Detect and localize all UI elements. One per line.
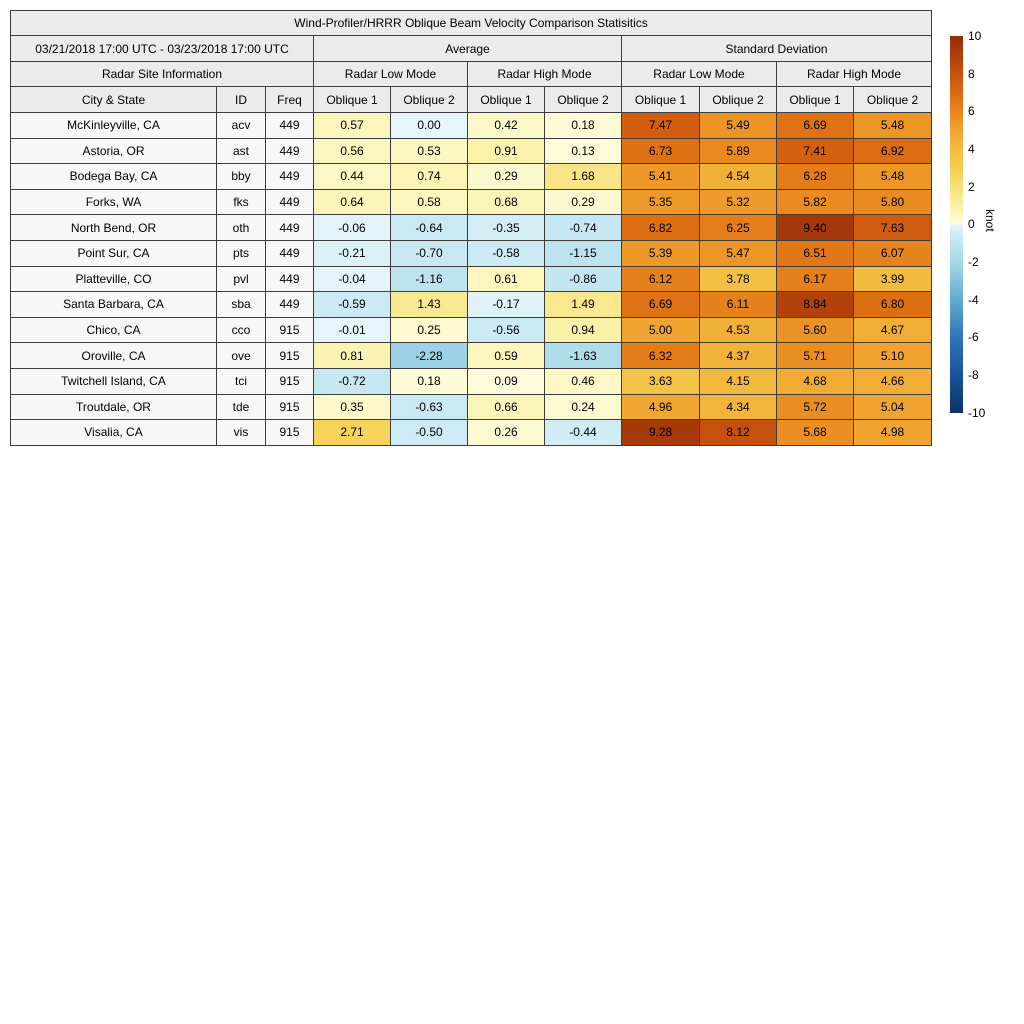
value-cell: 3.78 <box>700 266 777 292</box>
col-header-oblique-1: Oblique 1 <box>622 87 700 113</box>
value-cell: 6.51 <box>777 240 854 266</box>
value-cell: -0.17 <box>468 292 545 318</box>
id-cell: ove <box>217 343 266 369</box>
value-cell: 4.68 <box>777 368 854 394</box>
value-cell: -0.35 <box>468 215 545 241</box>
freq-cell: 449 <box>266 240 314 266</box>
value-cell: 5.41 <box>622 164 700 190</box>
value-cell: 0.25 <box>391 317 468 343</box>
value-cell: 4.37 <box>700 343 777 369</box>
value-cell: 4.34 <box>700 394 777 420</box>
value-cell: -0.72 <box>314 368 391 394</box>
col-header-oblique-2: Oblique 2 <box>700 87 777 113</box>
value-cell: 0.68 <box>468 189 545 215</box>
city-cell: Forks, WA <box>11 189 217 215</box>
city-cell: McKinleyville, CA <box>11 113 217 139</box>
table-row <box>11 292 932 318</box>
value-cell: 9.40 <box>777 215 854 241</box>
table-row <box>11 266 932 292</box>
value-cell: 5.10 <box>854 343 932 369</box>
colorbar-tick-label: -10 <box>968 405 986 420</box>
value-cell: -0.56 <box>468 317 545 343</box>
colorbar-tick-label: -4 <box>968 292 979 307</box>
colorbar-tick-label: 10 <box>968 29 982 43</box>
col-header-oblique-2: Oblique 2 <box>391 87 468 113</box>
table-body <box>11 113 932 446</box>
col-header-oblique-2: Oblique 2 <box>854 87 932 113</box>
value-cell: -0.70 <box>391 240 468 266</box>
city-cell: Oroville, CA <box>11 343 217 369</box>
value-cell: 6.69 <box>622 292 700 318</box>
col-header-oblique-1: Oblique 1 <box>777 87 854 113</box>
value-cell: 1.49 <box>545 292 622 318</box>
value-cell: 0.81 <box>314 343 391 369</box>
value-cell: 5.80 <box>854 189 932 215</box>
value-cell: 6.28 <box>777 164 854 190</box>
value-cell: 0.24 <box>545 394 622 420</box>
city-cell: Chico, CA <box>11 317 217 343</box>
table-row <box>11 138 932 164</box>
value-cell: 4.67 <box>854 317 932 343</box>
value-cell: 7.41 <box>777 138 854 164</box>
value-cell: 5.71 <box>777 343 854 369</box>
city-cell: Astoria, OR <box>11 138 217 164</box>
value-cell: 0.09 <box>468 368 545 394</box>
freq-cell: 449 <box>266 113 314 139</box>
value-cell: -2.28 <box>391 343 468 369</box>
table-row <box>11 343 932 369</box>
city-cell: Bodega Bay, CA <box>11 164 217 190</box>
colorbar-tick-label: 0 <box>968 217 975 232</box>
value-cell: 5.48 <box>854 113 932 139</box>
value-cell: 8.84 <box>777 292 854 318</box>
city-cell: Twitchell Island, CA <box>11 368 217 394</box>
value-cell: 1.43 <box>391 292 468 318</box>
value-cell: -0.86 <box>545 266 622 292</box>
value-cell: 6.11 <box>700 292 777 318</box>
value-cell: -0.64 <box>391 215 468 241</box>
value-cell: 5.72 <box>777 394 854 420</box>
id-cell: cco <box>217 317 266 343</box>
date-range: 03/21/2018 17:00 UTC - 03/23/2018 17:00 UTC <box>11 36 314 62</box>
value-cell: 0.18 <box>391 368 468 394</box>
colorbar-tick-label: 8 <box>968 66 975 81</box>
value-cell: -0.63 <box>391 394 468 420</box>
value-cell: 0.18 <box>545 113 622 139</box>
value-cell: -0.74 <box>545 215 622 241</box>
value-cell: 5.47 <box>700 240 777 266</box>
value-cell: 1.68 <box>545 164 622 190</box>
freq-cell: 449 <box>266 215 314 241</box>
table-title: Wind-Profiler/HRRR Oblique Beam Velocity Comparison Statisitics <box>11 11 932 36</box>
value-cell: 0.42 <box>468 113 545 139</box>
value-cell: 6.25 <box>700 215 777 241</box>
freq-cell: 915 <box>266 343 314 369</box>
value-cell: 6.80 <box>854 292 932 318</box>
freq-cell: 915 <box>266 394 314 420</box>
value-cell: -0.44 <box>545 420 622 446</box>
city-cell: Troutdale, OR <box>11 394 217 420</box>
colorbar-tick-label: -6 <box>968 330 979 345</box>
table-row <box>11 164 932 190</box>
value-cell: 0.74 <box>391 164 468 190</box>
colorbar-tick-label: 2 <box>968 179 975 194</box>
group-header-average: Average <box>314 36 622 62</box>
col-header-oblique-1: Oblique 1 <box>314 87 391 113</box>
value-cell: 0.13 <box>545 138 622 164</box>
value-cell: 3.63 <box>622 368 700 394</box>
value-cell: 4.66 <box>854 368 932 394</box>
freq-cell: 449 <box>266 266 314 292</box>
freq-cell: 449 <box>266 164 314 190</box>
id-cell: fks <box>217 189 266 215</box>
value-cell: -1.15 <box>545 240 622 266</box>
colorbar-tick-label: 4 <box>968 141 975 156</box>
value-cell: 6.73 <box>622 138 700 164</box>
value-cell: 5.49 <box>700 113 777 139</box>
value-cell: 0.91 <box>468 138 545 164</box>
value-cell: 4.53 <box>700 317 777 343</box>
value-cell: 2.71 <box>314 420 391 446</box>
value-cell: 9.28 <box>622 420 700 446</box>
group-header-standard-deviation: Standard Deviation <box>622 36 932 62</box>
col-header-freq: Freq <box>266 87 314 113</box>
colorbar-unit-label: knot <box>983 209 997 232</box>
value-cell: 0.00 <box>391 113 468 139</box>
value-cell: 7.63 <box>854 215 932 241</box>
value-cell: 6.92 <box>854 138 932 164</box>
id-cell: tde <box>217 394 266 420</box>
mode-header-std-high: Radar High Mode <box>777 62 932 87</box>
id-cell: oth <box>217 215 266 241</box>
city-cell: Point Sur, CA <box>11 240 217 266</box>
value-cell: 0.53 <box>391 138 468 164</box>
value-cell: 0.64 <box>314 189 391 215</box>
colorbar-tick-label: 6 <box>968 104 975 119</box>
freq-cell: 915 <box>266 368 314 394</box>
value-cell: 5.00 <box>622 317 700 343</box>
value-cell: 4.54 <box>700 164 777 190</box>
value-cell: -0.58 <box>468 240 545 266</box>
table-row <box>11 215 932 241</box>
value-cell: 0.66 <box>468 394 545 420</box>
value-cell: 6.82 <box>622 215 700 241</box>
value-cell: 4.98 <box>854 420 932 446</box>
value-cell: 5.68 <box>777 420 854 446</box>
id-cell: bby <box>217 164 266 190</box>
id-cell: tci <box>217 368 266 394</box>
table-row <box>11 189 932 215</box>
table-row <box>11 368 932 394</box>
id-cell: pts <box>217 240 266 266</box>
value-cell: 6.32 <box>622 343 700 369</box>
mode-header-avg-high: Radar High Mode <box>468 62 622 87</box>
value-cell: 5.39 <box>622 240 700 266</box>
id-cell: vis <box>217 420 266 446</box>
table-row <box>11 394 932 420</box>
value-cell: 5.82 <box>777 189 854 215</box>
colorbar-gradient <box>950 36 963 413</box>
stats-table <box>10 10 932 446</box>
freq-cell: 449 <box>266 292 314 318</box>
city-cell: Santa Barbara, CA <box>11 292 217 318</box>
value-cell: 0.56 <box>314 138 391 164</box>
id-cell: acv <box>217 113 266 139</box>
colorbar-tick-label: -8 <box>968 367 979 382</box>
id-cell: sba <box>217 292 266 318</box>
value-cell: 0.94 <box>545 317 622 343</box>
value-cell: 5.32 <box>700 189 777 215</box>
freq-cell: 449 <box>266 189 314 215</box>
value-cell: 5.48 <box>854 164 932 190</box>
value-cell: 5.60 <box>777 317 854 343</box>
value-cell: -0.01 <box>314 317 391 343</box>
value-cell: 6.69 <box>777 113 854 139</box>
value-cell: 0.35 <box>314 394 391 420</box>
value-cell: 6.17 <box>777 266 854 292</box>
value-cell: 8.12 <box>700 420 777 446</box>
mode-header-std-low: Radar Low Mode <box>622 62 777 87</box>
value-cell: 7.47 <box>622 113 700 139</box>
col-header-oblique-1: Oblique 1 <box>468 87 545 113</box>
table-row <box>11 317 932 343</box>
value-cell: 4.96 <box>622 394 700 420</box>
value-cell: 0.61 <box>468 266 545 292</box>
value-cell: 5.04 <box>854 394 932 420</box>
id-cell: ast <box>217 138 266 164</box>
freq-cell: 915 <box>266 420 314 446</box>
value-cell: 6.07 <box>854 240 932 266</box>
value-cell: 0.26 <box>468 420 545 446</box>
value-cell: 5.89 <box>700 138 777 164</box>
value-cell: 0.46 <box>545 368 622 394</box>
value-cell: -0.50 <box>391 420 468 446</box>
city-cell: Visalia, CA <box>11 420 217 446</box>
value-cell: 3.99 <box>854 266 932 292</box>
freq-cell: 449 <box>266 138 314 164</box>
value-cell: -0.04 <box>314 266 391 292</box>
col-header-id: ID <box>217 87 266 113</box>
value-cell: 0.44 <box>314 164 391 190</box>
value-cell: 4.15 <box>700 368 777 394</box>
value-cell: 6.12 <box>622 266 700 292</box>
freq-cell: 915 <box>266 317 314 343</box>
col-header-city-state: City & State <box>11 87 217 113</box>
city-cell: North Bend, OR <box>11 215 217 241</box>
value-cell: -1.16 <box>391 266 468 292</box>
value-cell: 0.29 <box>468 164 545 190</box>
table-row <box>11 420 932 446</box>
id-cell: pvl <box>217 266 266 292</box>
mode-header-avg-low: Radar Low Mode <box>314 62 468 87</box>
value-cell: -0.59 <box>314 292 391 318</box>
value-cell: 0.59 <box>468 343 545 369</box>
table-row <box>11 240 932 266</box>
value-cell: 5.35 <box>622 189 700 215</box>
value-cell: -0.21 <box>314 240 391 266</box>
site-info-header: Radar Site Information <box>11 62 314 87</box>
colorbar-tick-label: -2 <box>968 254 979 269</box>
table-row <box>11 113 932 139</box>
value-cell: -0.06 <box>314 215 391 241</box>
value-cell: 0.57 <box>314 113 391 139</box>
value-cell: -1.63 <box>545 343 622 369</box>
city-cell: Platteville, CO <box>11 266 217 292</box>
value-cell: 0.58 <box>391 189 468 215</box>
value-cell: 0.29 <box>545 189 622 215</box>
col-header-oblique-2: Oblique 2 <box>545 87 622 113</box>
